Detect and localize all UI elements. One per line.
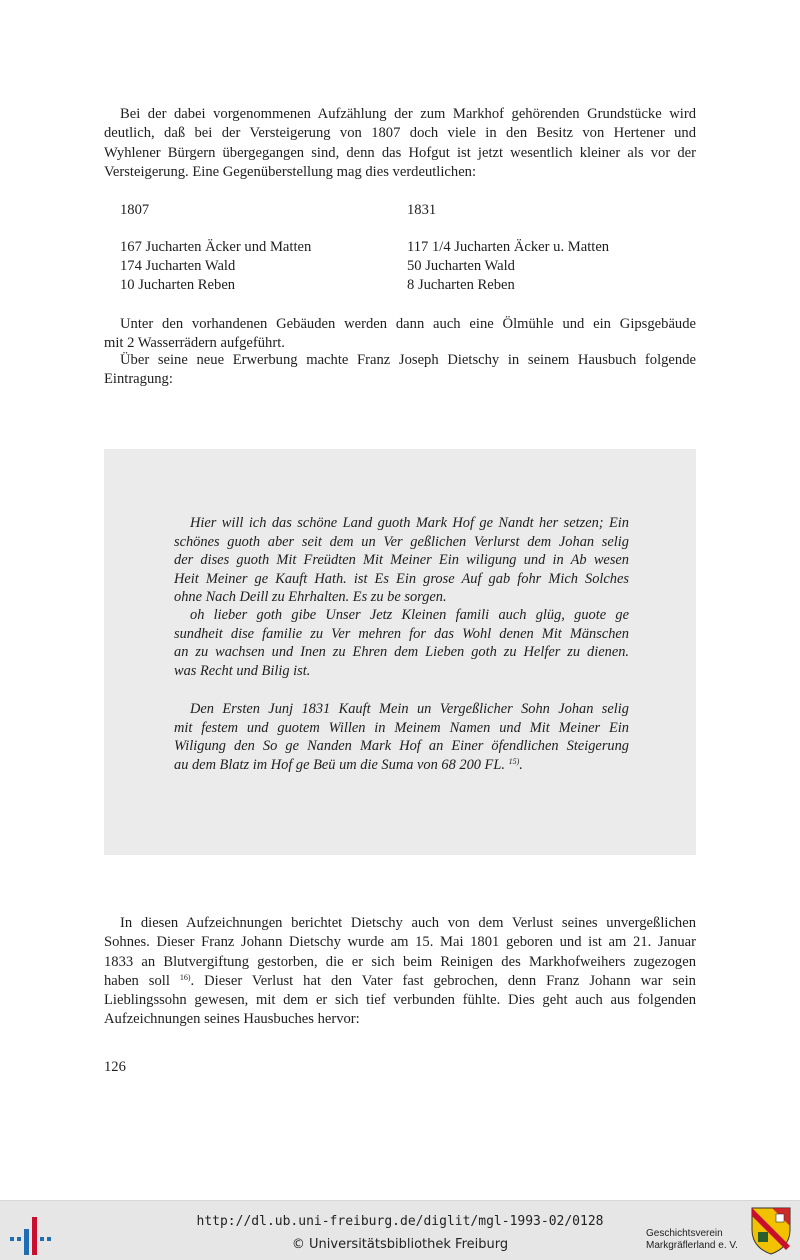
table-cell: 174 Jucharten Wald bbox=[120, 258, 236, 274]
text-line: Über seine neue Erwerbung machte Franz Joseph Dietschy in seinem Hausbuch folgende bbox=[120, 352, 696, 368]
quote-block-2 bbox=[174, 606, 629, 680]
text-line: Bei der dabei vorgenommenen Aufzählung der zum Markhof gehörenden Grundstücke wird bbox=[120, 106, 696, 122]
text-line: Aufzeichnungen seines Hausbuches hervor: bbox=[104, 1011, 360, 1028]
text-line: Sohnes. Dieser Franz Johann Dietschy wurde am 15. Mai 1801 geboren und ist am 21. Januar bbox=[104, 934, 696, 951]
footer-bar bbox=[0, 1200, 800, 1260]
text-line-end: . Dieser Verlust hat den Vater fast gebrochen, denn Franz Johann war sein bbox=[190, 972, 696, 989]
quote-line: sundheit dise familie zu Ver mehren for das Wohl denen Mit Mänschen bbox=[174, 625, 629, 642]
text-line: Versteigerung. Eine Gegenüberstellung mag dies verdeutlichen: bbox=[104, 163, 477, 180]
quote-line: oh lieber goth gibe Unser Jetz Kleinen famili auch glüg, guote ge bbox=[190, 607, 629, 623]
coat-of-arms-icon bbox=[750, 1206, 792, 1256]
paragraph-son bbox=[104, 914, 696, 1030]
quote-line-end: . bbox=[519, 756, 523, 773]
quote-line-text: au dem Blatz im Hof ge Beü um die Suma von 68 200 FL. bbox=[174, 756, 505, 773]
quote-line: Heit Meiner ge Kauft Hath. ist Es Ein grose Auf gab fohr Mich Solches bbox=[174, 570, 629, 587]
society-name bbox=[646, 1228, 738, 1252]
text-line: Lieblingssohn gewesen, mit dem er sich tief verbunden fühlte. Dies geht auch aus folgenden bbox=[104, 992, 696, 1009]
quote-line: Wiligung den So ge Nanden Mark Hof an Einer öfendlichen Steigerung bbox=[174, 738, 629, 754]
quote-line: mit festem und guotem Willen in Meinem Namen und Mit Meiner Ein bbox=[174, 719, 629, 736]
quote-line: schönes guoth aber seit dem un Ver geßlichen Verlurst dem Johan selig bbox=[174, 533, 629, 550]
year-heading-1807: 1807 bbox=[120, 202, 150, 218]
text-line: In diesen Aufzeichnungen berichtet Dietschy auch von dem Verlust seines unvergeßlichen bbox=[120, 915, 696, 931]
quote-line: was Recht und Bilig ist. bbox=[174, 662, 311, 679]
table-cell: 8 Jucharten Reben bbox=[407, 277, 515, 293]
paragraph-intro bbox=[104, 105, 696, 182]
society-name-line1: Geschichtsverein bbox=[646, 1228, 723, 1239]
copyright-notice: © Universitätsbibliothek Freiburg bbox=[291, 1237, 509, 1252]
text-line: deutlich, daß bei der Versteigerung von 1807 doch viele in den Besitz von Hertener und bbox=[104, 125, 696, 142]
table-cell: 117 1/4 Jucharten Äcker u. Matten bbox=[407, 239, 610, 255]
ub-freiburg-logo-icon[interactable] bbox=[10, 1209, 56, 1255]
text-line-start: haben soll bbox=[104, 972, 170, 989]
text-line: mit 2 Wasserrädern aufgeführt. bbox=[104, 335, 285, 352]
quote-line: ohne Nach Deill zu Ehrhalten. Es zu be sorgen. bbox=[174, 589, 447, 605]
permalink-url[interactable]: http://dl.ub.uni-freiburg.de/diglit/mgl-1993-02/0128 bbox=[196, 1214, 604, 1229]
text-line bbox=[104, 972, 696, 991]
text-line: Unter den vorhandenen Gebäuden werden dann auch eine Ölmühle und ein Gipsgebäude bbox=[120, 316, 696, 332]
quote-line: Den Ersten Junj 1831 Kauft Mein un Vergeßlicher Sohn Johan selig bbox=[190, 701, 629, 717]
quote-line bbox=[174, 756, 629, 775]
footnote-ref-16: 16) bbox=[179, 972, 191, 982]
quote-block-3 bbox=[174, 700, 629, 774]
year-heading-1831: 1831 bbox=[407, 202, 437, 218]
text-line: Wyhlener Bürgern übergegangen sind, denn das Hofgut ist jetzt wesentlich kleiner als vor der bbox=[104, 144, 696, 161]
quote-line: Hier will ich das schöne Land guoth Mark Hof ge Nandt her setzen; Ein bbox=[190, 515, 629, 531]
quote-line: an zu wachsen und Inen zu Ehren dem Lieben goth zu Helfer zu dienen. bbox=[174, 644, 629, 660]
footnote-ref-15: 15) bbox=[508, 756, 520, 766]
quote-block-1 bbox=[174, 514, 629, 607]
text-line: 1833 an Blutvergiftung gestorben, die er sich beim Reinigen des Markhofweihers zugezogen bbox=[104, 953, 696, 970]
paragraph-buildings bbox=[104, 315, 696, 354]
table-cell: 10 Jucharten Reben bbox=[120, 277, 236, 293]
society-name-line2: Markgräflerland e. V. bbox=[646, 1240, 738, 1251]
quote-line: der dises guoth Mit Freüdten Mit Meiner Ein wiligung und in Ab wesen bbox=[174, 552, 629, 568]
table-cell: 167 Jucharten Äcker und Matten bbox=[120, 239, 312, 255]
table-cell: 50 Jucharten Wald bbox=[407, 258, 515, 274]
text-line: Eintragung: bbox=[104, 371, 173, 388]
page-number: 126 bbox=[104, 1059, 126, 1075]
paragraph-entry-intro bbox=[104, 351, 696, 390]
